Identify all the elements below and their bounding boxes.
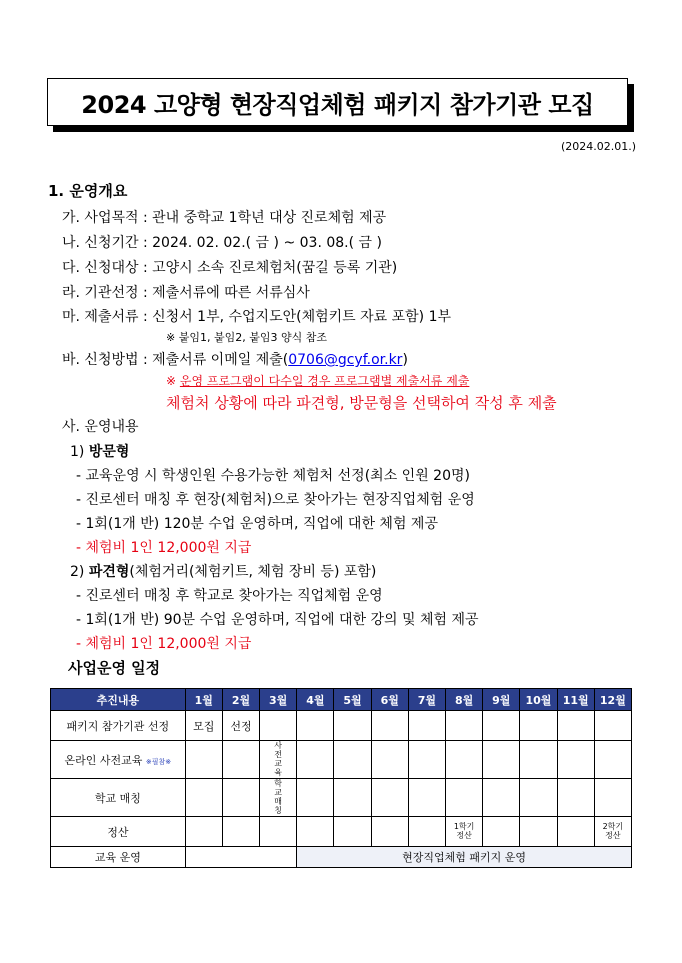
cell-empty: [222, 779, 259, 817]
header-month: 4월: [297, 689, 334, 711]
header-month: 2월: [222, 689, 259, 711]
header-month: 11월: [557, 689, 594, 711]
school-matching-text: 학교매칭: [274, 779, 283, 815]
row-label: 학교 매칭: [51, 779, 186, 817]
schedule-table: [50, 688, 632, 868]
cell-empty: [334, 779, 371, 817]
row-label: [51, 741, 186, 779]
item-apply-method: [62, 349, 408, 369]
item-documents: 마. 제출서류 : 신청서 1부, 수업지도안(체험키트 자료 포함) 1부: [62, 309, 452, 325]
apply-note-1-text: 운영 프로그램이 다수일 경우 프로그램별 제출서류 제출: [179, 374, 470, 388]
visit-bullet-1: - 교육운영 시 학생인원 수용가능한 체험처 선정(최소 인원 20명): [76, 468, 470, 484]
cell-empty: [297, 817, 334, 847]
cell-empty: [520, 779, 557, 817]
settlement-1-text: 1학기 정산: [453, 822, 475, 840]
cell-empty: [334, 741, 371, 779]
dispatch-type-rest: (체험거리(체험키트, 체험 장비 등) 포함): [129, 564, 377, 580]
cell-empty: [557, 711, 594, 741]
required-note: ※필참※: [145, 757, 172, 766]
visit-bullet-3: - 1회(1개 반) 120분 수업 운영하며, 직업에 대한 체험 제공: [76, 516, 438, 532]
header-month: 3월: [260, 689, 297, 711]
cell-empty: [594, 711, 631, 741]
cell-settlement-2: [594, 817, 631, 847]
header-month: 6월: [371, 689, 408, 711]
cell-empty: [371, 779, 408, 817]
cell-empty: [594, 779, 631, 817]
apply-note-1: [166, 372, 469, 389]
header-month: 8월: [446, 689, 483, 711]
cell-empty: [260, 817, 297, 847]
schedule-header-row: [51, 689, 632, 711]
item-period: 나. 신청기간 : 2024. 02. 02.( 금 ) ~ 03. 08.( 금 ): [62, 235, 382, 251]
cell-empty: [185, 741, 222, 779]
row-label: 패키지 참가기관 선정: [51, 711, 186, 741]
cell-empty: [483, 779, 520, 817]
pre-training-text: 사전교육: [274, 741, 283, 777]
cell-empty: [371, 817, 408, 847]
cell-empty: [408, 779, 445, 817]
cell-empty: [483, 817, 520, 847]
section-heading: 1. 운영개요: [48, 182, 128, 200]
header-month: 12월: [594, 689, 631, 711]
cell-empty: [520, 741, 557, 779]
dispatch-type-num: 2): [70, 564, 89, 580]
dispatch-type-heading: [70, 561, 376, 581]
row-label-text: 온라인 사전교육: [64, 753, 143, 767]
cell-empty: [408, 741, 445, 779]
header-month: 5월: [334, 689, 371, 711]
cell-select: 선정: [222, 711, 259, 741]
visit-bullet-4: - 체험비 1인 12,000원 지급: [76, 540, 252, 556]
settlement-2-text: 2학기 정산: [602, 822, 624, 840]
table-row: [51, 741, 632, 779]
table-row: [51, 711, 632, 741]
header-month: 1월: [185, 689, 222, 711]
cell-empty: [371, 711, 408, 741]
cell-empty: [520, 817, 557, 847]
cell-empty: [334, 711, 371, 741]
table-row: [51, 817, 632, 847]
visit-bullet-2: - 진로센터 매칭 후 현장(체험처)으로 찾아가는 현장직업체험 운영: [76, 492, 475, 508]
cell-empty: [408, 817, 445, 847]
dispatch-type-title: 파견형: [88, 564, 130, 580]
dispatch-bullet-2: - 1회(1개 반) 90분 수업 운영하며, 직업에 대한 강의 및 체험 제공: [76, 612, 479, 628]
item-content: 사. 운영내용: [62, 419, 139, 435]
cell-school-matching: [260, 779, 297, 817]
header-month: 7월: [408, 689, 445, 711]
item-target: 다. 신청대상 : 고양시 소속 진로체험처(꿈길 등록 기관): [62, 260, 398, 276]
cell-empty: [297, 711, 334, 741]
header-content: 추진내용: [51, 689, 186, 711]
cell-pre-training: [260, 741, 297, 779]
cell-empty: [557, 817, 594, 847]
cell-empty: [185, 779, 222, 817]
header-month: 10월: [520, 689, 557, 711]
cell-empty: [520, 711, 557, 741]
cell-empty-merged: [185, 847, 297, 868]
header-month: 9월: [483, 689, 520, 711]
document-date: (2024.02.01.): [560, 140, 636, 153]
row-label: 정산: [51, 817, 186, 847]
email-link[interactable]: 0706@gcyf.or.kr: [288, 352, 403, 368]
cell-empty: [297, 779, 334, 817]
table-row: [51, 847, 632, 868]
item-selection: 라. 기관선정 : 제출서류에 따른 서류심사: [62, 285, 310, 301]
dispatch-bullet-3: - 체험비 1인 12,000원 지급: [76, 636, 252, 652]
cell-recruit: 모집: [185, 711, 222, 741]
cell-empty: [557, 779, 594, 817]
cell-empty: [446, 779, 483, 817]
cell-empty: [222, 817, 259, 847]
apply-method-close: ): [402, 352, 408, 368]
cell-empty: [297, 741, 334, 779]
cell-empty: [483, 711, 520, 741]
cell-empty: [557, 741, 594, 779]
visit-type-heading: [70, 441, 129, 461]
note-mark: ※: [166, 374, 180, 388]
visit-type-title: 방문형: [88, 444, 130, 460]
cell-empty: [446, 711, 483, 741]
schedule-heading: 사업운영 일정: [68, 659, 161, 677]
cell-empty: [483, 741, 520, 779]
cell-empty: [408, 711, 445, 741]
cell-empty: [260, 711, 297, 741]
cell-empty: [446, 741, 483, 779]
table-row: [51, 779, 632, 817]
visit-type-num: 1): [70, 444, 89, 460]
cell-program-run: 현장직업체험 패키지 운영: [297, 847, 632, 868]
row-label: 교육 운영: [51, 847, 186, 868]
cell-empty: [594, 741, 631, 779]
cell-empty: [334, 817, 371, 847]
cell-settlement-1: [446, 817, 483, 847]
item-purpose: 가. 사업목적 : 관내 중학교 1학년 대상 진로체험 제공: [62, 210, 387, 226]
cell-empty: [371, 741, 408, 779]
page-title: 2024 고양형 현장직업체험 패키지 참가기관 모집: [47, 78, 628, 126]
cell-empty: [185, 817, 222, 847]
apply-method-text: 바. 신청방법 : 제출서류 이메일 제출(: [62, 352, 289, 368]
dispatch-bullet-1: - 진로센터 매칭 후 학교로 찾아가는 직업체험 운영: [76, 588, 383, 604]
documents-note: ※ 붙임1, 붙임2, 붙임3 양식 참조: [166, 331, 327, 344]
cell-empty: [222, 741, 259, 779]
apply-note-2: 체험처 상황에 따라 파견형, 방문형을 선택하여 작성 후 제출: [166, 394, 557, 412]
